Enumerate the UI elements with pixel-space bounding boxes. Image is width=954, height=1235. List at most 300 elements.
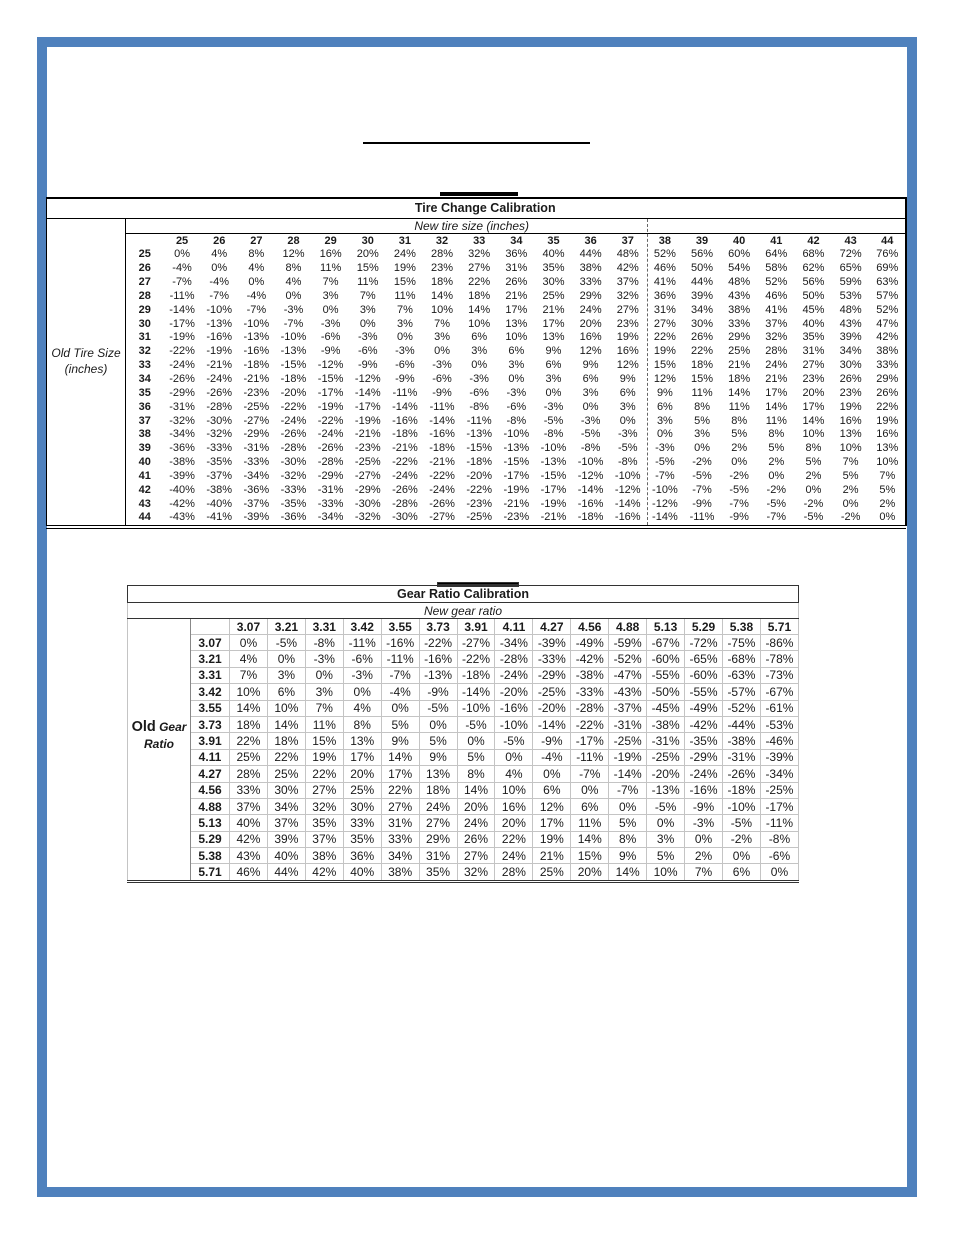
table-cell: 11% [357, 276, 379, 289]
column-header: 30 [361, 234, 374, 247]
table-cell: -17% [317, 386, 344, 399]
column-header: 3.42 [343, 619, 381, 635]
table-cell: -63% [722, 667, 760, 683]
table-cell: -35% [280, 497, 307, 510]
table-cell: 48% [616, 248, 639, 261]
table-cell: 6% [508, 345, 525, 358]
table-cell: 0% [471, 359, 488, 372]
column-header: 31 [398, 234, 412, 247]
table-cell: 30% [267, 782, 305, 798]
row-header: 3.31 [191, 667, 230, 683]
table-cell: -11% [343, 635, 381, 651]
table-cell: -5% [766, 497, 787, 510]
table-cell: -43% [169, 511, 195, 524]
table-cell: -2% [722, 831, 760, 847]
column-header: 36 [584, 234, 597, 247]
table-row [128, 651, 799, 667]
table-cell: 17% [765, 386, 788, 399]
table-cell: 9% [656, 386, 673, 399]
table-cell: -19% [540, 497, 567, 510]
table-cell: -28% [280, 442, 307, 455]
table-cell: -12% [354, 373, 381, 386]
table-cell: -10% [495, 716, 533, 732]
table-cell: 44% [267, 864, 305, 881]
table-cell: -9% [395, 373, 415, 386]
table-cell: 24% [393, 248, 416, 261]
table-cell: -31% [243, 442, 270, 455]
table-cell: -5% [803, 511, 824, 524]
row-header: 25 [138, 248, 151, 261]
table-cell: -5% [655, 456, 675, 469]
table-row [47, 331, 907, 345]
table-cell: -22% [392, 456, 418, 469]
row-group-label-word: Ratio [144, 737, 174, 752]
table-cell: 25% [230, 749, 268, 765]
row-header: 29 [138, 303, 151, 316]
table-cell: -33% [317, 497, 344, 510]
table-cell: 25% [542, 289, 565, 302]
table-cell: 10% [802, 428, 825, 441]
table-cell: -5% [729, 483, 749, 496]
table-cell: -8% [617, 456, 638, 469]
table-cell: 12% [282, 248, 305, 261]
table-cell: -36% [280, 511, 307, 524]
table-cell: 35% [419, 864, 457, 881]
table-cell: 17% [381, 766, 419, 782]
table-cell: -25% [609, 733, 647, 749]
table-cell: 21% [542, 303, 565, 316]
column-header: 41 [770, 234, 783, 247]
table-cell: 5% [842, 469, 859, 482]
table-cell: -9% [357, 359, 378, 372]
table-row [47, 303, 907, 317]
row-header: 4.27 [191, 766, 230, 782]
table-cell: 13% [343, 733, 381, 749]
table-cell: 20% [571, 864, 609, 881]
row-header: 38 [138, 428, 151, 441]
table-cell: 21% [765, 373, 788, 386]
table-cell: -3% [432, 359, 452, 372]
table-cell: 48% [839, 303, 862, 316]
table-cell: -14% [354, 386, 381, 399]
table-cell: 6% [545, 359, 562, 372]
table-cell: -8% [580, 442, 601, 455]
table-bottom-rule [46, 528, 906, 529]
table-cell: -10% [540, 442, 567, 455]
column-header: 38 [658, 234, 672, 247]
table-cell: 15% [653, 359, 676, 372]
table-cell: 0% [685, 831, 723, 847]
table-cell: 2% [768, 456, 785, 469]
corner-cell [126, 234, 164, 249]
table-cell: -10% [243, 317, 270, 330]
table-cell: -21% [503, 497, 530, 510]
table-cell: 58% [765, 262, 788, 275]
table-cell: -16% [614, 511, 641, 524]
table-cell: 35% [802, 331, 825, 344]
table-cell: 8% [694, 400, 710, 413]
table-cell: 0% [609, 798, 647, 814]
table-cell: 17% [343, 749, 381, 765]
table-cell: 16% [579, 331, 602, 344]
table-row [128, 700, 799, 716]
table-cell: -17% [540, 483, 567, 496]
table-cell: 43% [839, 317, 862, 330]
table-cell: 0% [285, 289, 302, 302]
table-cell: 37% [765, 317, 788, 330]
table-cell: -22% [571, 716, 609, 732]
table-cell: -38% [571, 667, 609, 683]
column-header: 28 [287, 234, 300, 247]
table-cell: -6% [395, 359, 415, 372]
table-cell: -6% [320, 331, 341, 344]
table-cell: 15% [393, 276, 416, 289]
table-cell: -65% [685, 651, 723, 667]
table-cell: -6% [506, 400, 527, 413]
table-cell: -8% [543, 428, 564, 441]
table-cell: -43% [609, 684, 647, 700]
table-cell: 3% [471, 345, 488, 358]
column-header: 3.07 [230, 619, 268, 635]
table-cell: 29% [876, 373, 899, 386]
table-cell: 28% [230, 766, 268, 782]
table-cell: 0% [248, 276, 265, 289]
table-cell: -3% [685, 815, 723, 831]
table-cell: -18% [280, 373, 307, 386]
table-cell: 34% [691, 303, 714, 316]
table-cell: 30% [839, 359, 862, 372]
table-row [47, 248, 907, 262]
table-cell: -12% [317, 359, 344, 372]
table-cell: 11% [728, 400, 750, 413]
table-cell: 20% [343, 766, 381, 782]
column-header: 4.27 [533, 619, 571, 635]
table-cell: 8% [457, 766, 495, 782]
table-cell: 42% [616, 262, 639, 275]
table-cell: -7% [172, 276, 192, 289]
table-cell: 42% [876, 331, 899, 344]
table-cell: 17% [802, 400, 825, 413]
table-row [128, 667, 799, 683]
table-cell: -18% [429, 442, 455, 455]
table-cell: -8% [305, 635, 343, 651]
table-cell: -7% [246, 303, 267, 316]
table-cell: 48% [728, 276, 751, 289]
table-cell: 2% [842, 483, 859, 496]
table-cell: -3% [320, 317, 341, 330]
column-header: 4.88 [609, 619, 647, 635]
table-cell: 34% [381, 848, 419, 864]
table-cell: 0% [230, 635, 268, 651]
table-cell: -14% [533, 716, 571, 732]
table-cell: -12% [652, 497, 678, 510]
table-cell: -32% [354, 511, 381, 524]
table-cell: -13% [243, 331, 270, 344]
table-cell: 33% [728, 317, 751, 330]
table-cell: -26% [722, 766, 760, 782]
table-cell: 60% [728, 248, 751, 261]
table-cell: 0% [722, 848, 760, 864]
table-cell: 5% [609, 815, 647, 831]
table-cell: -11% [169, 289, 195, 302]
table-cell: 22% [305, 766, 343, 782]
table-cell: -42% [685, 716, 723, 732]
table-cell: 2% [685, 848, 723, 864]
table-cell: 9% [609, 848, 647, 864]
table-cell: 0% [396, 331, 413, 344]
table-cell: 37% [230, 798, 268, 814]
table-cell: -68% [722, 651, 760, 667]
table-cell: -10% [206, 303, 233, 316]
row-header: 44 [138, 511, 151, 524]
column-header: 26 [213, 234, 226, 247]
table-cell: 76% [876, 248, 899, 261]
table-cell: 32% [468, 248, 491, 261]
table-cell: -26% [392, 483, 418, 496]
column-header: 37 [621, 234, 634, 247]
table-cell: 52% [876, 303, 899, 316]
table-cell: 27% [653, 317, 676, 330]
row-group-label [47, 219, 126, 526]
table-cell: -15% [540, 469, 567, 482]
table-cell: 9% [619, 373, 636, 386]
table-cell: 5% [647, 848, 685, 864]
table-cell: 10% [876, 456, 899, 469]
table-row [47, 386, 907, 400]
table-cell: 18% [267, 733, 305, 749]
row-header: 42 [138, 483, 151, 496]
table-cell: -42% [571, 651, 609, 667]
table-cell: 0% [545, 386, 562, 399]
row-header: 3.91 [191, 733, 230, 749]
table-cell: -7% [729, 497, 749, 510]
table-cell: -4% [381, 684, 419, 700]
table-cell: 4% [495, 766, 533, 782]
table-row [128, 782, 799, 798]
table-cell: -10% [280, 331, 307, 344]
table-cell: 8% [805, 442, 822, 455]
table-cell: -25% [243, 400, 270, 413]
table-cell: -10% [503, 428, 530, 441]
table-cell: 0% [211, 262, 228, 275]
table-cell: 16% [616, 345, 639, 358]
table-cell: 9% [381, 733, 419, 749]
table-cell: -28% [317, 456, 344, 469]
table-cell: 3% [359, 303, 376, 316]
table-cell: -73% [760, 667, 798, 683]
table-cell: -40% [206, 497, 233, 510]
table-cell: -36% [169, 442, 195, 455]
table-cell: 0% [656, 428, 673, 441]
table-cell: 25% [343, 782, 381, 798]
table-cell: 38% [728, 303, 751, 316]
table-cell: -22% [429, 469, 455, 482]
table-cell: 29% [419, 831, 457, 847]
table-cell: 46% [653, 262, 676, 275]
column-header: 35 [547, 234, 560, 247]
column-header: 33 [473, 234, 486, 247]
table-cell: -39% [533, 635, 571, 651]
tire-change-calibration-table [46, 197, 907, 526]
table-cell: -14% [429, 414, 455, 427]
table-cell: 50% [691, 262, 714, 275]
table-cell: -16% [577, 497, 604, 510]
row-group-label-word: Old [131, 719, 156, 736]
table-cell: -21% [243, 373, 270, 386]
table-cell: -3% [543, 400, 564, 413]
table-cell: 9% [545, 345, 562, 358]
table-cell: -38% [206, 483, 233, 496]
table-cell: -19% [169, 331, 195, 344]
table-cell: -21% [354, 428, 381, 441]
table-cell: 0% [694, 442, 710, 455]
table-cell: -3% [305, 651, 343, 667]
column-header: 25 [175, 234, 189, 247]
table-cell: 3% [656, 414, 673, 427]
table-cell: -7% [209, 289, 229, 302]
table-cell: -10% [652, 483, 678, 496]
table-cell: -25% [647, 749, 685, 765]
table-cell: -10% [614, 469, 641, 482]
table-cell: 24% [419, 798, 457, 814]
table-cell: -7% [571, 766, 609, 782]
table-cell: 44% [579, 248, 602, 261]
table-cell: 13% [505, 317, 528, 330]
table-cell: -8% [506, 414, 527, 427]
column-header: 5.29 [685, 619, 723, 635]
table-cell: 15% [356, 262, 379, 275]
table-cell: 27% [419, 815, 457, 831]
table-cell: -22% [280, 400, 307, 413]
table-cell: 22% [653, 331, 676, 344]
table-cell: 5% [419, 733, 457, 749]
table-cell: 22% [230, 733, 268, 749]
table-row [128, 815, 799, 831]
table-cell: -24% [317, 428, 344, 441]
row-group-label-line: Old Tire Size [51, 345, 121, 360]
heading-rule [363, 142, 590, 144]
table-cell: 6% [471, 331, 488, 344]
table-row [47, 345, 907, 359]
table-cell: 7% [685, 864, 723, 881]
table-cell: 17% [533, 815, 571, 831]
table-cell: -9% [729, 511, 749, 524]
table-cell: 53% [839, 289, 862, 302]
table-cell: -7% [655, 469, 675, 482]
table-cell: 6% [533, 782, 571, 798]
header-row [47, 234, 907, 249]
table-row [47, 373, 907, 387]
table-cell: -17% [571, 733, 609, 749]
column-header: 5.38 [722, 619, 760, 635]
table-cell: 13% [839, 428, 862, 441]
table-cell: 3% [434, 331, 450, 344]
table-cell: -11% [571, 749, 609, 765]
table-cell: -9% [432, 386, 452, 399]
table-cell: 6% [722, 864, 760, 881]
table-cell: -24% [206, 373, 233, 386]
table-cell: -4% [533, 749, 571, 765]
table-cell: -3% [357, 331, 378, 344]
table-cell: 37% [616, 276, 639, 289]
table-cell: -28% [571, 700, 609, 716]
column-header: 5.71 [760, 619, 798, 635]
table-cell: 31% [802, 345, 825, 358]
table-cell: -14% [652, 511, 678, 524]
table-cell: 11% [765, 414, 787, 427]
table-cell: 26% [876, 386, 899, 399]
table-cell: 26% [691, 331, 714, 344]
column-header: 32 [435, 234, 449, 247]
table-cell: 12% [579, 345, 602, 358]
table-cell: 8% [731, 414, 748, 427]
table-cell: 14% [765, 400, 788, 413]
table-cell: 68% [802, 248, 825, 261]
table-cell: -21% [392, 442, 418, 455]
table-cell: -12% [577, 469, 604, 482]
table-cell: 3% [322, 289, 339, 302]
table-cell: 14% [609, 864, 647, 881]
table-cell: -29% [354, 483, 381, 496]
table-cell: 41% [653, 276, 676, 289]
table-cell: 25% [533, 864, 571, 881]
table-cell: -7% [609, 782, 647, 798]
table-cell: 5% [457, 749, 495, 765]
table-cell: 24% [765, 359, 788, 372]
table-cell: 6% [619, 386, 636, 399]
table-cell: -30% [392, 511, 418, 524]
table-row [47, 442, 907, 456]
table-cell: 31% [381, 815, 419, 831]
table-cell: -11% [381, 651, 419, 667]
table-cell: 45% [802, 303, 825, 316]
table-cell: 8% [768, 428, 785, 441]
table-cell: -47% [609, 667, 647, 683]
table-cell: -37% [609, 700, 647, 716]
table-cell: 19% [533, 831, 571, 847]
table-cell: 40% [542, 248, 565, 261]
table-cell: 31% [505, 262, 528, 275]
table-cell: -38% [169, 456, 195, 469]
table-cell: 19% [305, 749, 343, 765]
table-cell: 7% [359, 289, 376, 302]
table-cell: 10% [647, 864, 685, 881]
table-cell: 13% [419, 766, 457, 782]
table-cell: -6% [469, 386, 489, 399]
table-cell: -13% [647, 782, 685, 798]
row-group-label [128, 619, 191, 882]
table-cell: 42% [305, 864, 343, 881]
table-cell: 34% [267, 798, 305, 814]
table-cell: -24% [429, 483, 455, 496]
table-cell: 11% [305, 716, 343, 732]
table-cell: -50% [647, 684, 685, 700]
table-cell: 38% [381, 864, 419, 881]
table-cell: 32% [457, 864, 495, 881]
table-cell: 37% [267, 815, 305, 831]
table-cell: -16% [392, 414, 418, 427]
table-cell: 39% [267, 831, 305, 847]
row-group-label-line: (inches) [64, 361, 108, 376]
table-row [47, 262, 907, 276]
table-cell: -23% [243, 386, 270, 399]
table-cell: 8% [285, 262, 302, 275]
page-break-line [647, 219, 648, 525]
table-cell: 26% [839, 373, 862, 386]
table-cell: -14% [577, 483, 604, 496]
table-cell: 18% [728, 373, 751, 386]
table-cell: 28% [495, 864, 533, 881]
